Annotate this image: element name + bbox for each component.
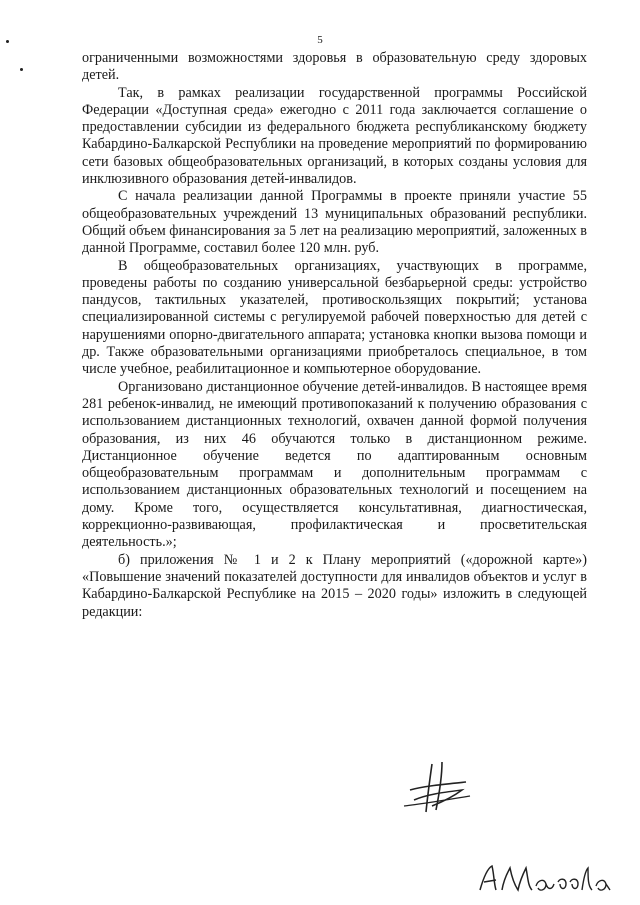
paragraph-state-program: Так, в рамках реализации государственной программы Российской Федерации «Доступная среда» ежегодно с 2011 года заключается соглашение о предоставлении субсидии из федерального бюджета республиканскому бюджету Кабардино-Балкарской Республики на проведение мероприятий по формированию сети базовых общеобразовательных организаций, в которых созданы условия для инклюзивного образования детей-инвалидов. [82,84,587,188]
paragraph-appendices: б) приложения № 1 и 2 к Плану мероприятий («дорожной карте») «Повышение значений показателей доступности для инвалидов объектов и услуг в Кабардино-Балкарской Республике на 2015 – 2020 годы» изложить в следующей редакции: [82,551,587,620]
page-number: 5 [317,34,323,46]
margin-mark-second [20,68,23,71]
paragraph-barrier-free-environment: В общеобразовательных организациях, участвующих в программе, проведены работы по созданию универсальной безбарьерной среды: устройство пандусов, тактильных указателей, противоскользящих покрытий; установа специализированной системы с регулируемой рабочей поверхностью для детей с нарушениями опорно-двигательного аппарата; установка кнопки вызова помощи и др. Также образовательными организациями приобреталось специальное, в том числе учебное, реабилитационное и компьютерное оборудование. [82,257,587,378]
handwritten-signature-icon [474,856,614,900]
document-body [82,50,587,621]
signature-mark-icon [402,760,472,816]
paragraph-program-participation: С начала реализации данной Программы в проекте приняли участие 55 общеобразовательных учреждений 13 муниципальных образований республики. Общий объем финансирования за 5 лет на реализацию мероприятий, заложенных в данной Программе, составил более 120 млн. руб. [82,188,587,257]
paragraph-continuation: ограниченными возможностями здоровья в образовательную среду здоровых детей. [82,50,587,84]
paragraph-distance-learning: Организовано дистанционное обучение детей-инвалидов. В настоящее время 281 ребенок-инвалид, не имеющий противопоказаний к получению образования с использованием дистанционных технологий, охвачен данной формой получения образования, из них 46 обучаются только в дистанционном режиме. Дистанционное обучение ведется по адаптированным основным общеобразовательным программам и дополнительным программам с использованием дистанционных образовательных технологий и посещением на дому. Кроме того, осуществляется консультативная, диагностическая, коррекционно-развивающая, профилактическая и просветительская деятельность.»; [82,378,587,551]
